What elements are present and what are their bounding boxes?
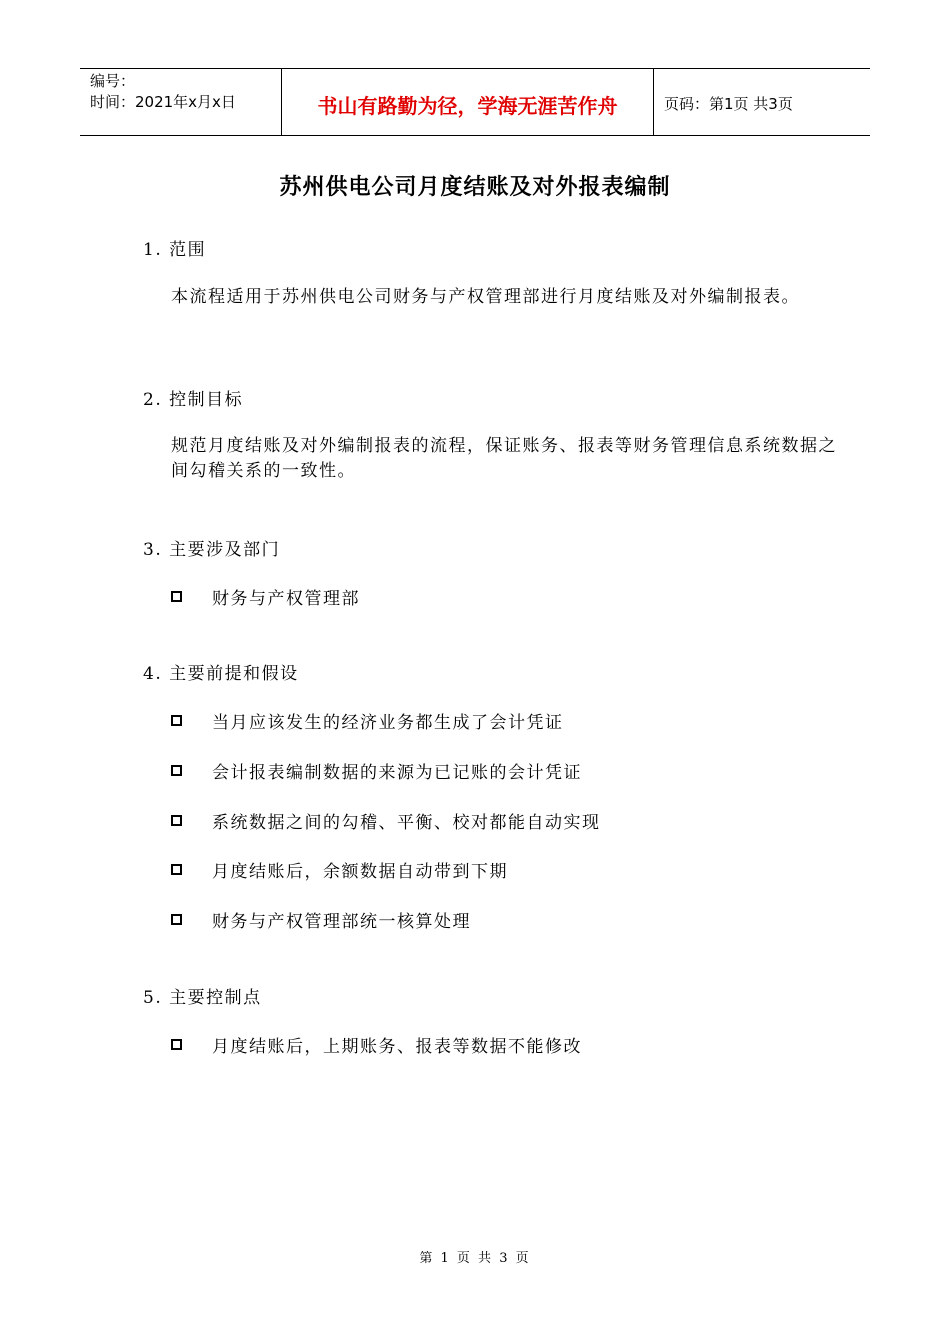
checkbox-bullet-icon bbox=[171, 591, 182, 602]
header-motto-cell bbox=[281, 69, 654, 135]
section-heading-departments: 3. 主要涉及部门 bbox=[143, 540, 281, 560]
header-table bbox=[80, 68, 870, 136]
list-item-text: 财务与产权管理部统一核算处理 bbox=[212, 912, 471, 932]
checkbox-bullet-icon bbox=[171, 914, 182, 925]
checkbox-bullet-icon bbox=[171, 715, 182, 726]
section-heading-scope: 1. 范围 bbox=[143, 240, 207, 260]
list-item-text: 财务与产权管理部 bbox=[212, 589, 360, 609]
checkbox-bullet-icon bbox=[171, 864, 182, 875]
document-number-label: 编号： bbox=[90, 72, 136, 90]
section-heading-control-points: 5. 主要控制点 bbox=[143, 988, 262, 1008]
list-item-text: 会计报表编制数据的来源为已记账的会计凭证 bbox=[212, 763, 582, 783]
list-item-text: 月度结账后，上期账务、报表等数据不能修改 bbox=[212, 1037, 582, 1057]
checkbox-bullet-icon bbox=[171, 765, 182, 776]
section-heading-assumptions: 4. 主要前提和假设 bbox=[143, 664, 299, 684]
footer-page-number: 第 1 页 共 3 页 bbox=[419, 1251, 531, 1266]
list-item bbox=[171, 907, 471, 932]
header-motto: 书山有路勤为径，学海无涯苦作舟 bbox=[317, 93, 618, 118]
header-page-info: 页码：第1页 共3页 bbox=[664, 94, 793, 113]
list-item bbox=[171, 857, 508, 882]
checkbox-bullet-icon bbox=[171, 1039, 182, 1050]
list-item bbox=[171, 584, 360, 609]
list-item-text: 当月应该发生的经济业务都生成了会计凭证 bbox=[212, 713, 564, 733]
list-item bbox=[171, 758, 582, 783]
section-paragraph-scope: 本流程适用于苏州供电公司财务与产权管理部进行月度结账及对外编制报表。 bbox=[171, 287, 800, 307]
checkbox-bullet-icon bbox=[171, 815, 182, 826]
header-page-cell bbox=[654, 69, 870, 135]
list-item bbox=[171, 1032, 582, 1057]
section-paragraph-objective: 规范月度结账及对外编制报表的流程，保证账务、报表等财务管理信息系统数据之间勾稽关系的一致性。 bbox=[171, 436, 837, 481]
document-title: 苏州供电公司月度结账及对外报表编制 bbox=[279, 175, 671, 200]
section-heading-objective: 2. 控制目标 bbox=[143, 390, 244, 410]
list-item-text: 系统数据之间的勾稽、平衡、校对都能自动实现 bbox=[212, 813, 601, 833]
list-item bbox=[171, 708, 564, 733]
list-item-text: 月度结账后，余额数据自动带到下期 bbox=[212, 862, 508, 882]
list-item bbox=[171, 808, 601, 833]
header-meta-cell bbox=[80, 69, 281, 135]
document-date-label: 时间：2021年x月x日 bbox=[90, 93, 236, 111]
